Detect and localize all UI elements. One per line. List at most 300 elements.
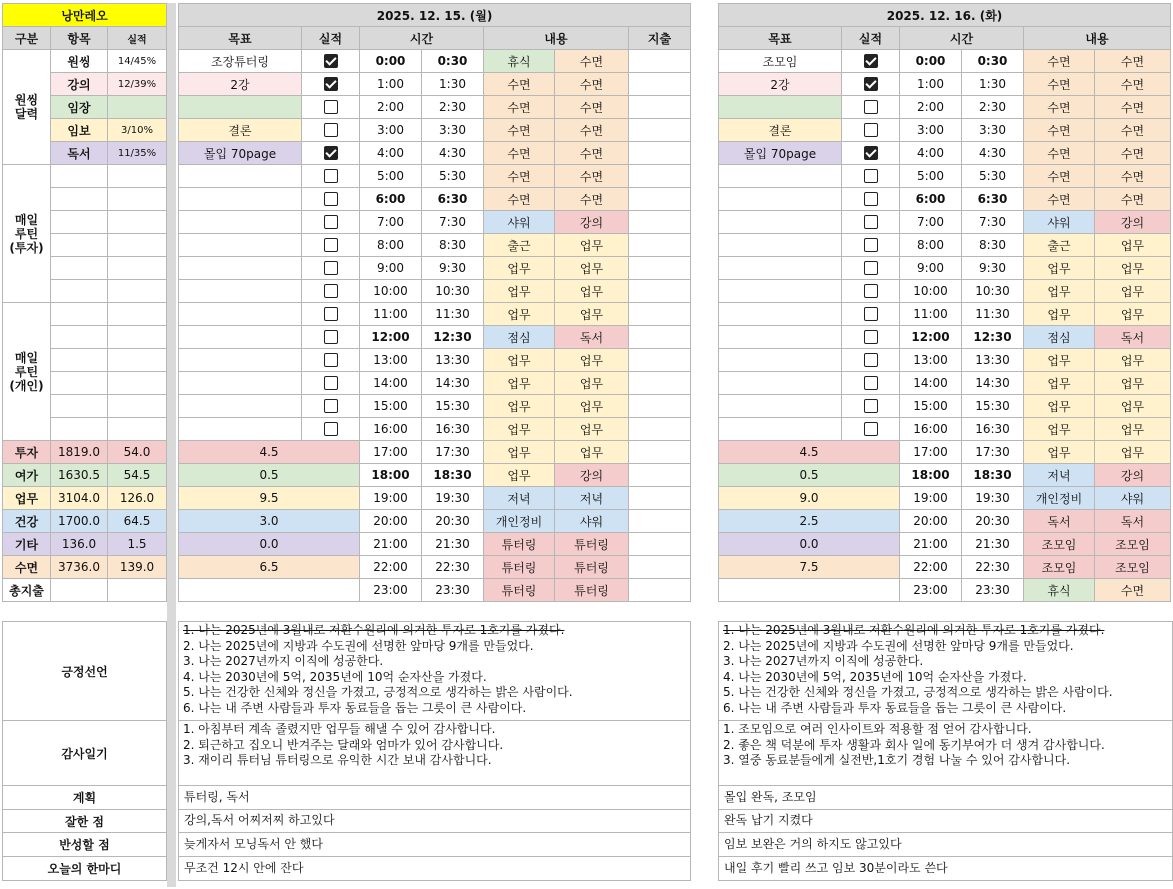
gratitude-box[interactable] bbox=[718, 720, 1173, 786]
activity-cell[interactable]: 업무 bbox=[1024, 418, 1095, 441]
activity-cell[interactable]: 개인정비 bbox=[1024, 487, 1095, 510]
checkbox[interactable] bbox=[864, 399, 878, 413]
activity-cell[interactable]: 수면 bbox=[1095, 579, 1171, 602]
checkbox[interactable] bbox=[864, 123, 878, 137]
goal-cell[interactable] bbox=[719, 257, 842, 280]
activity-cell[interactable]: 업무 bbox=[555, 234, 629, 257]
checkbox[interactable] bbox=[324, 146, 338, 160]
activity-cell[interactable]: 업무 bbox=[555, 441, 629, 464]
goal-cell[interactable]: 조모임 bbox=[719, 50, 842, 73]
activity-cell[interactable]: 튜터링 bbox=[555, 579, 629, 602]
activity-cell[interactable]: 수면 bbox=[1095, 165, 1171, 188]
activity-cell[interactable]: 업무 bbox=[1024, 257, 1095, 280]
time-start: 4:00 bbox=[900, 142, 962, 165]
time-start: 20:00 bbox=[360, 510, 422, 533]
activity-cell[interactable]: 수면 bbox=[484, 73, 555, 96]
activity-cell[interactable]: 업무 bbox=[555, 303, 629, 326]
time-end: 17:30 bbox=[422, 441, 484, 464]
activity-cell[interactable]: 샤워 bbox=[484, 211, 555, 234]
activity-cell[interactable]: 조모임 bbox=[1024, 556, 1095, 579]
time-start: 0:00 bbox=[900, 50, 962, 73]
affirmation-box[interactable] bbox=[178, 621, 691, 721]
activity-cell[interactable]: 수면 bbox=[1095, 73, 1171, 96]
time-end: 3:30 bbox=[962, 119, 1024, 142]
time-end: 18:30 bbox=[962, 464, 1024, 487]
onething-value bbox=[108, 96, 167, 119]
spend-cell[interactable] bbox=[629, 303, 691, 326]
onething-value: 12/39% bbox=[108, 73, 167, 96]
stat-value: 7.5 bbox=[719, 556, 900, 579]
activity-cell[interactable]: 튜터링 bbox=[484, 556, 555, 579]
checkbox[interactable] bbox=[864, 422, 878, 436]
goal-cell[interactable] bbox=[719, 372, 842, 395]
spend-cell[interactable] bbox=[629, 165, 691, 188]
result-cell bbox=[302, 96, 360, 119]
goal-cell[interactable] bbox=[719, 303, 842, 326]
activity-cell[interactable]: 출근 bbox=[1024, 234, 1095, 257]
daily-word-box[interactable]: 무조건 12시 안에 잔다 bbox=[178, 856, 691, 881]
time-end: 0:30 bbox=[422, 50, 484, 73]
goal-cell[interactable] bbox=[179, 372, 302, 395]
stat-total: 3736.0 bbox=[51, 556, 108, 579]
time-end: 0:30 bbox=[962, 50, 1024, 73]
time-start: 3:00 bbox=[900, 119, 962, 142]
stat-label: 기타 bbox=[3, 533, 51, 556]
activity-cell[interactable]: 독서 bbox=[1095, 326, 1171, 349]
goal-cell[interactable] bbox=[179, 303, 302, 326]
routine-cell bbox=[51, 303, 108, 326]
spend-cell[interactable] bbox=[629, 556, 691, 579]
daily-word-box[interactable]: 내일 후기 빨리 쓰고 임보 30분이라도 쓴다 bbox=[718, 856, 1173, 881]
stat-total bbox=[51, 579, 108, 602]
checkbox[interactable] bbox=[324, 422, 338, 436]
activity-cell[interactable]: 업무 bbox=[484, 349, 555, 372]
routine-cell bbox=[108, 234, 167, 257]
activity-cell[interactable]: 업무 bbox=[1095, 349, 1171, 372]
column-separator bbox=[167, 3, 176, 887]
time-end: 7:30 bbox=[962, 211, 1024, 234]
activity-cell[interactable]: 수면 bbox=[1024, 188, 1095, 211]
activity-cell[interactable]: 수면 bbox=[484, 119, 555, 142]
result-cell bbox=[842, 50, 900, 73]
activity-cell[interactable]: 조모임 bbox=[1095, 556, 1171, 579]
spend-cell[interactable] bbox=[629, 50, 691, 73]
routine-cell bbox=[51, 234, 108, 257]
result-cell bbox=[842, 418, 900, 441]
spend-cell[interactable] bbox=[629, 280, 691, 303]
goal-cell[interactable] bbox=[179, 165, 302, 188]
goal-cell[interactable] bbox=[179, 418, 302, 441]
stat-total: 3104.0 bbox=[51, 487, 108, 510]
stat-count: 54.5 bbox=[108, 464, 167, 487]
affirmation-line: 4. 나는 2030년에 5억, 2035년에 10억 순자산을 가졌다. bbox=[183, 669, 487, 684]
good-point-box[interactable]: 강의,독서 어찌저찌 하고있다 bbox=[178, 809, 691, 833]
result-cell bbox=[842, 211, 900, 234]
checkbox[interactable] bbox=[324, 192, 338, 206]
checkbox[interactable] bbox=[324, 77, 338, 91]
spend-cell[interactable] bbox=[629, 257, 691, 280]
activity-cell[interactable]: 수면 bbox=[484, 96, 555, 119]
day-date: 2025. 12. 16. (화) bbox=[719, 4, 1171, 27]
activity-cell[interactable]: 수면 bbox=[555, 142, 629, 165]
checkbox[interactable] bbox=[864, 215, 878, 229]
checkbox[interactable] bbox=[864, 100, 878, 114]
goal-cell[interactable]: 2강 bbox=[719, 73, 842, 96]
checkbox[interactable] bbox=[324, 169, 338, 183]
checkbox[interactable] bbox=[324, 238, 338, 252]
plan-label: 계획 bbox=[2, 785, 167, 810]
spend-cell[interactable] bbox=[629, 510, 691, 533]
goal-cell[interactable] bbox=[719, 280, 842, 303]
header-result: 실적 bbox=[842, 27, 900, 50]
goal-cell[interactable]: 몰입 70page bbox=[719, 142, 842, 165]
planner-title: 낭만레오 bbox=[3, 4, 167, 27]
goal-cell[interactable] bbox=[719, 96, 842, 119]
plan-box[interactable]: 몰입 완독, 조모임 bbox=[718, 785, 1173, 810]
gratitude-line: 3. 열중 동료분들에게 실전반,1호기 경험 나눌 수 있어 감사합니다. bbox=[723, 753, 1071, 767]
time-end: 19:30 bbox=[422, 487, 484, 510]
routine-cell bbox=[51, 211, 108, 234]
activity-cell[interactable]: 업무 bbox=[484, 280, 555, 303]
spend-cell[interactable] bbox=[629, 96, 691, 119]
checkbox[interactable] bbox=[324, 215, 338, 229]
activity-cell[interactable]: 업무 bbox=[555, 418, 629, 441]
goal-cell[interactable] bbox=[719, 395, 842, 418]
activity-cell[interactable]: 수면 bbox=[1095, 142, 1171, 165]
activity-cell[interactable]: 업무 bbox=[1095, 303, 1171, 326]
goal-cell[interactable]: 결론 bbox=[719, 119, 842, 142]
activity-cell[interactable]: 업무 bbox=[555, 372, 629, 395]
activity-cell[interactable]: 수면 bbox=[555, 96, 629, 119]
checkbox[interactable] bbox=[864, 238, 878, 252]
time-start: 19:00 bbox=[900, 487, 962, 510]
activity-cell[interactable]: 업무 bbox=[1095, 280, 1171, 303]
goal-cell[interactable] bbox=[179, 188, 302, 211]
activity-cell[interactable]: 강의 bbox=[555, 464, 629, 487]
result-cell bbox=[302, 188, 360, 211]
activity-cell[interactable]: 수면 bbox=[1095, 188, 1171, 211]
goal-cell[interactable]: 몰입 70page bbox=[179, 142, 302, 165]
time-end: 9:30 bbox=[962, 257, 1024, 280]
checkbox[interactable] bbox=[324, 261, 338, 275]
activity-cell[interactable]: 독서 bbox=[555, 326, 629, 349]
activity-cell[interactable]: 업무 bbox=[484, 303, 555, 326]
daily-word-label: 오늘의 한마디 bbox=[2, 856, 167, 881]
activity-cell[interactable]: 업무 bbox=[484, 464, 555, 487]
activity-cell[interactable]: 수면 bbox=[1095, 96, 1171, 119]
goal-cell[interactable] bbox=[179, 257, 302, 280]
time-start: 15:00 bbox=[900, 395, 962, 418]
checkbox[interactable] bbox=[324, 123, 338, 137]
checkbox[interactable] bbox=[864, 77, 878, 91]
activity-cell[interactable]: 튜터링 bbox=[484, 579, 555, 602]
result-cell bbox=[302, 142, 360, 165]
time-start: 21:00 bbox=[900, 533, 962, 556]
checkbox[interactable] bbox=[324, 100, 338, 114]
activity-cell[interactable]: 강의 bbox=[1095, 211, 1171, 234]
spend-cell[interactable] bbox=[629, 487, 691, 510]
affirmation-line: 1. 나는 2025년에 3월내로 저환수원리에 의거한 투자로 1호기를 가졌다. bbox=[183, 623, 565, 637]
checkbox[interactable] bbox=[864, 146, 878, 160]
checkbox[interactable] bbox=[864, 376, 878, 390]
checkbox[interactable] bbox=[864, 192, 878, 206]
activity-cell[interactable]: 수면 bbox=[1095, 50, 1171, 73]
routine-cell bbox=[108, 188, 167, 211]
activity-cell[interactable]: 샤워 bbox=[1024, 211, 1095, 234]
stat-total: 1819.0 bbox=[51, 441, 108, 464]
time-start: 1:00 bbox=[900, 73, 962, 96]
checkbox[interactable] bbox=[324, 399, 338, 413]
time-start: 7:00 bbox=[360, 211, 422, 234]
activity-cell[interactable]: 수면 bbox=[1024, 50, 1095, 73]
time-end: 2:30 bbox=[422, 96, 484, 119]
activity-cell[interactable]: 업무 bbox=[555, 280, 629, 303]
checkbox[interactable] bbox=[864, 284, 878, 298]
spend-cell[interactable] bbox=[629, 441, 691, 464]
stat-label: 여가 bbox=[3, 464, 51, 487]
activity-cell[interactable]: 수면 bbox=[484, 188, 555, 211]
goal-cell[interactable] bbox=[179, 349, 302, 372]
goal-cell[interactable] bbox=[719, 326, 842, 349]
goal-cell[interactable] bbox=[179, 280, 302, 303]
time-end: 20:30 bbox=[422, 510, 484, 533]
affirmation-line: 2. 나는 2025년에 지방과 수도권에 선명한 앞마당 9개를 만들었다. bbox=[723, 638, 1074, 653]
time-end: 20:30 bbox=[962, 510, 1024, 533]
activity-cell[interactable]: 업무 bbox=[1024, 372, 1095, 395]
stat-value bbox=[719, 579, 900, 602]
activity-cell[interactable]: 저녁 bbox=[1024, 464, 1095, 487]
group-label: 매일 루틴 (투자) bbox=[3, 165, 51, 303]
spend-cell[interactable] bbox=[629, 211, 691, 234]
goal-cell[interactable]: 2강 bbox=[179, 73, 302, 96]
activity-cell[interactable]: 독서 bbox=[1095, 510, 1171, 533]
activity-cell[interactable]: 점심 bbox=[1024, 326, 1095, 349]
activity-cell[interactable]: 업무 bbox=[484, 418, 555, 441]
spend-cell[interactable] bbox=[629, 73, 691, 96]
goal-cell[interactable] bbox=[719, 188, 842, 211]
activity-cell[interactable]: 업무 bbox=[1095, 441, 1171, 464]
result-cell bbox=[302, 372, 360, 395]
spend-cell[interactable] bbox=[629, 464, 691, 487]
activity-cell[interactable]: 업무 bbox=[1095, 234, 1171, 257]
activity-cell[interactable]: 업무 bbox=[1095, 395, 1171, 418]
checkbox[interactable] bbox=[324, 330, 338, 344]
activity-cell[interactable]: 조모임 bbox=[1024, 533, 1095, 556]
checkbox[interactable] bbox=[864, 261, 878, 275]
checkbox[interactable] bbox=[864, 54, 878, 68]
activity-cell[interactable]: 업무 bbox=[1024, 280, 1095, 303]
activity-cell[interactable]: 업무 bbox=[1095, 257, 1171, 280]
spend-cell[interactable] bbox=[629, 533, 691, 556]
activity-cell[interactable]: 점심 bbox=[484, 326, 555, 349]
activity-cell[interactable]: 휴식 bbox=[1024, 579, 1095, 602]
activity-cell[interactable]: 업무 bbox=[555, 395, 629, 418]
routine-cell bbox=[108, 280, 167, 303]
goal-cell[interactable] bbox=[719, 234, 842, 257]
routine-cell bbox=[108, 349, 167, 372]
activity-cell[interactable]: 업무 bbox=[484, 372, 555, 395]
header-goal: 목표 bbox=[719, 27, 842, 50]
gratitude-line: 3. 재이리 튜터님 튜터링으로 유익한 시간 보내 감사합니다. bbox=[183, 753, 492, 767]
activity-cell[interactable]: 독서 bbox=[1024, 510, 1095, 533]
routine-cell bbox=[51, 418, 108, 441]
activity-cell[interactable]: 수면 bbox=[1095, 119, 1171, 142]
activity-cell[interactable]: 수면 bbox=[1024, 142, 1095, 165]
activity-cell[interactable]: 수면 bbox=[1024, 96, 1095, 119]
time-end: 6:30 bbox=[962, 188, 1024, 211]
time-start: 9:00 bbox=[360, 257, 422, 280]
activity-cell[interactable]: 출근 bbox=[484, 234, 555, 257]
activity-cell[interactable]: 업무 bbox=[555, 257, 629, 280]
checkbox[interactable] bbox=[864, 330, 878, 344]
activity-cell[interactable]: 샤워 bbox=[1095, 487, 1171, 510]
spend-cell[interactable] bbox=[629, 579, 691, 602]
time-end: 22:30 bbox=[962, 556, 1024, 579]
activity-cell[interactable]: 샤워 bbox=[555, 510, 629, 533]
activity-cell[interactable]: 튜터링 bbox=[555, 533, 629, 556]
time-start: 18:00 bbox=[900, 464, 962, 487]
activity-cell[interactable]: 업무 bbox=[484, 441, 555, 464]
activity-cell[interactable]: 강의 bbox=[1095, 464, 1171, 487]
time-start: 7:00 bbox=[900, 211, 962, 234]
reflection-box[interactable]: 임보 보완은 거의 하지도 않고있다 bbox=[718, 832, 1173, 857]
time-end: 9:30 bbox=[422, 257, 484, 280]
activity-cell[interactable]: 업무 bbox=[1024, 303, 1095, 326]
checkbox[interactable] bbox=[864, 169, 878, 183]
activity-cell[interactable]: 수면 bbox=[555, 188, 629, 211]
time-start: 1:00 bbox=[360, 73, 422, 96]
time-end: 7:30 bbox=[422, 211, 484, 234]
goal-cell[interactable] bbox=[719, 211, 842, 234]
goal-cell[interactable]: 결론 bbox=[179, 119, 302, 142]
activity-cell[interactable]: 업무 bbox=[1095, 372, 1171, 395]
goal-cell[interactable] bbox=[179, 234, 302, 257]
stat-label: 업무 bbox=[3, 487, 51, 510]
time-end: 21:30 bbox=[962, 533, 1024, 556]
activity-cell[interactable]: 업무 bbox=[1024, 441, 1095, 464]
activity-cell[interactable]: 수면 bbox=[484, 165, 555, 188]
activity-cell[interactable]: 튜터링 bbox=[555, 556, 629, 579]
checkbox[interactable] bbox=[324, 353, 338, 367]
routine-cell bbox=[51, 326, 108, 349]
activity-cell[interactable]: 업무 bbox=[1024, 349, 1095, 372]
header-goal: 목표 bbox=[179, 27, 302, 50]
time-start: 3:00 bbox=[360, 119, 422, 142]
activity-cell[interactable]: 업무 bbox=[1095, 418, 1171, 441]
activity-cell[interactable]: 수면 bbox=[1024, 73, 1095, 96]
activity-cell[interactable]: 휴식 bbox=[484, 50, 555, 73]
time-start: 2:00 bbox=[360, 96, 422, 119]
result-cell bbox=[302, 395, 360, 418]
activity-cell[interactable]: 수면 bbox=[1024, 119, 1095, 142]
affirmation-line: 1. 나는 2025년에 3월내로 저환수원리에 의거한 투자로 1호기를 가졌다. bbox=[723, 623, 1105, 637]
checkbox[interactable] bbox=[324, 307, 338, 321]
left-header: 구분 bbox=[3, 27, 51, 50]
activity-cell[interactable]: 수면 bbox=[484, 142, 555, 165]
checkbox[interactable] bbox=[324, 284, 338, 298]
result-cell bbox=[842, 372, 900, 395]
spend-cell[interactable] bbox=[629, 234, 691, 257]
goal-cell[interactable] bbox=[719, 349, 842, 372]
goal-cell[interactable]: 조장튜터링 bbox=[179, 50, 302, 73]
good-point-box[interactable]: 완독 납기 지켰다 bbox=[718, 809, 1173, 833]
checkbox[interactable] bbox=[864, 353, 878, 367]
activity-cell[interactable]: 업무 bbox=[1024, 395, 1095, 418]
time-end: 12:30 bbox=[422, 326, 484, 349]
time-end: 11:30 bbox=[422, 303, 484, 326]
spend-cell[interactable] bbox=[629, 372, 691, 395]
time-end: 2:30 bbox=[962, 96, 1024, 119]
activity-cell[interactable]: 업무 bbox=[484, 395, 555, 418]
routine-cell bbox=[108, 372, 167, 395]
activity-cell[interactable]: 강의 bbox=[555, 211, 629, 234]
stat-value: 9.0 bbox=[719, 487, 900, 510]
stat-label: 총지출 bbox=[3, 579, 51, 602]
result-cell bbox=[302, 280, 360, 303]
activity-cell[interactable]: 수면 bbox=[555, 165, 629, 188]
checkbox[interactable] bbox=[324, 376, 338, 390]
spend-cell[interactable] bbox=[629, 349, 691, 372]
onething-item: 원씽 bbox=[51, 50, 108, 73]
activity-cell[interactable]: 개인정비 bbox=[484, 510, 555, 533]
stat-value: 2.5 bbox=[719, 510, 900, 533]
affirmation-line: 5. 나는 건강한 신체와 정신을 가졌고, 긍정적으로 생각하는 밝은 사람이다. bbox=[183, 685, 573, 699]
activity-cell[interactable]: 수면 bbox=[555, 50, 629, 73]
time-end: 18:30 bbox=[422, 464, 484, 487]
activity-cell[interactable]: 수면 bbox=[555, 119, 629, 142]
spend-cell[interactable] bbox=[629, 188, 691, 211]
summary-panel bbox=[2, 3, 167, 602]
spend-cell[interactable] bbox=[629, 395, 691, 418]
goal-cell[interactable] bbox=[719, 165, 842, 188]
activity-cell[interactable]: 저녁 bbox=[484, 487, 555, 510]
result-cell bbox=[302, 73, 360, 96]
spend-cell[interactable] bbox=[629, 142, 691, 165]
activity-cell[interactable]: 업무 bbox=[555, 349, 629, 372]
checkbox[interactable] bbox=[864, 307, 878, 321]
activity-cell[interactable]: 업무 bbox=[484, 257, 555, 280]
checkbox[interactable] bbox=[324, 54, 338, 68]
time-end: 3:30 bbox=[422, 119, 484, 142]
onething-item: 임보 bbox=[51, 119, 108, 142]
gratitude-box[interactable] bbox=[178, 720, 691, 786]
onething-item: 독서 bbox=[51, 142, 108, 165]
activity-cell[interactable]: 조모임 bbox=[1095, 533, 1171, 556]
time-start: 20:00 bbox=[900, 510, 962, 533]
goal-cell[interactable] bbox=[179, 211, 302, 234]
result-cell bbox=[302, 303, 360, 326]
stat-value: 3.0 bbox=[179, 510, 360, 533]
plan-box[interactable]: 튜터링, 독서 bbox=[178, 785, 691, 810]
activity-cell[interactable]: 수면 bbox=[555, 73, 629, 96]
goal-cell[interactable] bbox=[179, 395, 302, 418]
affirmation-box[interactable] bbox=[718, 621, 1173, 721]
reflection-box[interactable]: 늦게자서 모닝독서 안 했다 bbox=[178, 832, 691, 857]
spend-cell[interactable] bbox=[629, 119, 691, 142]
stat-count: 139.0 bbox=[108, 556, 167, 579]
stat-count: 54.0 bbox=[108, 441, 167, 464]
time-end: 1:30 bbox=[962, 73, 1024, 96]
goal-cell[interactable] bbox=[179, 96, 302, 119]
goal-cell[interactable] bbox=[719, 418, 842, 441]
activity-cell[interactable]: 튜터링 bbox=[484, 533, 555, 556]
goal-cell[interactable] bbox=[179, 326, 302, 349]
activity-cell[interactable]: 저녁 bbox=[555, 487, 629, 510]
spend-cell[interactable] bbox=[629, 418, 691, 441]
routine-cell bbox=[108, 211, 167, 234]
activity-cell[interactable]: 수면 bbox=[1024, 165, 1095, 188]
spend-cell[interactable] bbox=[629, 326, 691, 349]
